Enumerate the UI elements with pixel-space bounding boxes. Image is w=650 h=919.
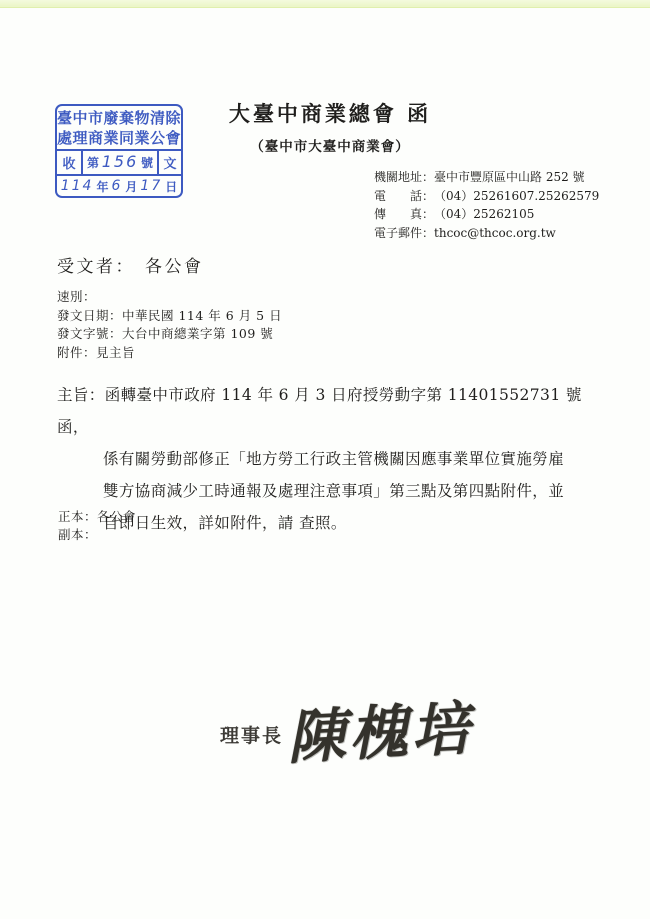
contact-address-row	[374, 168, 599, 187]
stamp-receive-label: 收	[57, 151, 83, 174]
contact-fax-label: 傳 真：	[374, 207, 435, 221]
stamp-number-cell	[83, 151, 157, 174]
stamp-date-month: 6	[111, 178, 123, 194]
contact-email-row	[374, 224, 599, 243]
contact-block	[374, 168, 599, 242]
subject-line-4: 自即日生效，詳如附件，請 查照。	[103, 514, 347, 532]
contact-address-label: 機關地址：	[374, 170, 435, 184]
meta-speed: 速別：	[57, 289, 97, 304]
subject-line-1: 主旨：函轉臺中市政府 114 年 6 月 3 日府授勞動字第 11401552731 號函，	[57, 386, 582, 436]
stamp-date-day: 17	[140, 178, 163, 194]
letter-title: 大臺中商業總會 函	[228, 101, 432, 126]
subject-line-2: 係有關勞動部修正「地方勞工行政主管機關因應事業單位實施勞雇	[103, 450, 565, 468]
scan-edge-strip	[0, 0, 650, 8]
stamp-org-line1: 臺中市廢棄物清除	[57, 109, 182, 127]
stamp-organization	[57, 106, 181, 149]
meta-block	[57, 288, 282, 362]
contact-email-value: thcoc@thcoc.org.tw	[434, 225, 556, 240]
meta-attachment: 附件：見主旨	[57, 344, 136, 360]
stamp-date-year-label: 年	[96, 179, 109, 194]
copies-original: 正本：各公會	[58, 509, 137, 524]
contact-fax-value: （04）25262105	[434, 207, 535, 221]
subject-line-3: 雙方協商減少工時通報及處理注意事項」第三點及第四點附件，並	[103, 482, 565, 500]
letter-header	[180, 98, 480, 155]
recipient-line	[57, 252, 204, 277]
stamp-org-line2: 處理商業同業公會	[57, 129, 182, 147]
stamp-number-value: 156	[101, 152, 139, 171]
signature-title: 理事長	[220, 724, 284, 747]
stamp-date-month-label: 月	[125, 179, 138, 194]
receipt-stamp	[55, 104, 183, 198]
stamp-doc-label: 文	[157, 151, 181, 174]
stamp-number-row	[57, 149, 181, 174]
letter-subtitle: （臺中市大臺中商業會）	[250, 139, 410, 155]
subject-block	[57, 379, 609, 539]
signature-block	[220, 682, 473, 778]
stamp-number-suffix: 號	[140, 156, 153, 170]
contact-email-label: 電子郵件：	[374, 225, 435, 240]
meta-issue-date: 發文日期：中華民國 114 年 6 月 5 日	[57, 307, 283, 323]
meta-doc-number: 發文字號：大台中商總業字第 109 號	[57, 326, 274, 341]
contact-phone-value: （04）25261607.25262579	[434, 188, 600, 203]
contact-address-value: 臺中市豐原區中山路 252 號	[434, 170, 585, 184]
contact-phone-label: 電 話：	[374, 188, 435, 203]
contact-fax-row	[374, 205, 599, 224]
stamp-number-prefix: 第	[87, 156, 100, 170]
recipient-value: 各公會	[145, 257, 204, 277]
copies-block	[58, 508, 136, 544]
recipient-label: 受文者：	[57, 257, 135, 277]
stamp-date-year: 114	[60, 178, 94, 194]
signature-name: 陳槐培	[285, 694, 475, 772]
stamp-date-day-label: 日	[165, 179, 178, 194]
contact-phone-row	[374, 187, 599, 206]
stamp-date-row	[57, 174, 181, 196]
copies-cc: 副本：	[58, 527, 98, 542]
